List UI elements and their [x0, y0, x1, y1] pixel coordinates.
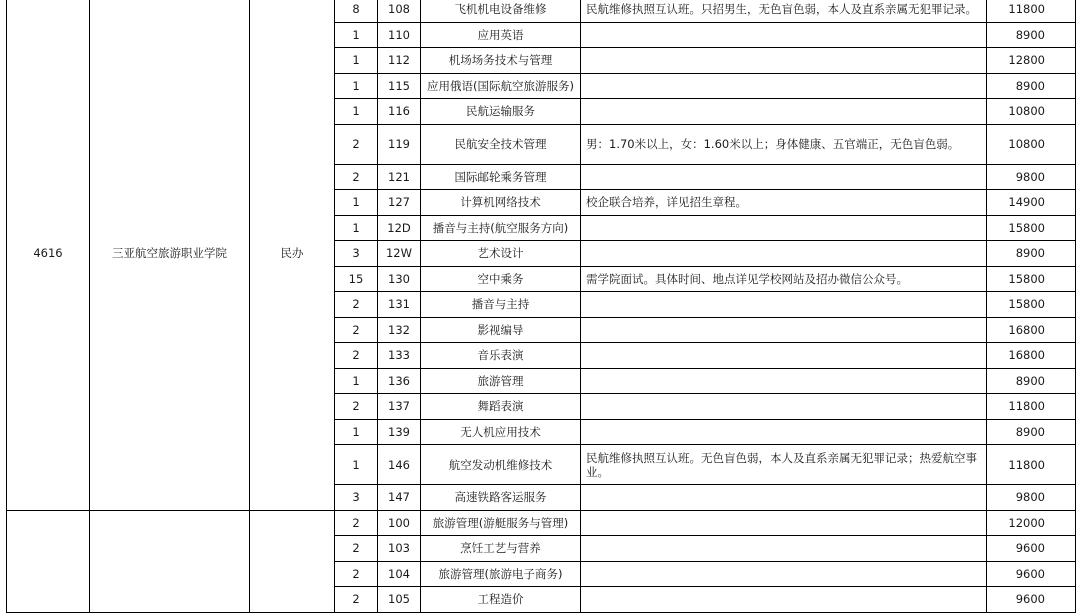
tuition-cell: 16800 — [987, 343, 1076, 369]
school-name-cell: 三亚航空旅游职业学院 — [90, 0, 250, 510]
tuition-cell: 12000 — [987, 510, 1076, 536]
tuition-cell: 15800 — [987, 215, 1076, 241]
plan-count-cell: 1 — [335, 445, 378, 485]
plan-count-cell: 8 — [335, 0, 378, 22]
plan-count-cell: 3 — [335, 241, 378, 267]
plan-count-cell: 2 — [335, 124, 378, 164]
major-name-cell: 飞机机电设备维修 — [421, 0, 581, 22]
tuition-cell: 9600 — [987, 587, 1076, 613]
admission-plan-table — [6, 0, 1076, 613]
major-code-cell: 108 — [378, 0, 421, 22]
major-name-cell: 播音与主持 — [421, 292, 581, 318]
tuition-cell: 8900 — [987, 73, 1076, 99]
major-code-cell: 119 — [378, 124, 421, 164]
plan-count-cell: 15 — [335, 266, 378, 292]
major-code-cell: 105 — [378, 587, 421, 613]
note-cell — [581, 536, 987, 562]
tuition-cell: 8900 — [987, 419, 1076, 445]
tuition-cell: 16800 — [987, 317, 1076, 343]
plan-count-cell: 3 — [335, 485, 378, 511]
note-cell — [581, 343, 987, 369]
major-name-cell: 国际邮轮乘务管理 — [421, 164, 581, 190]
note-cell — [581, 561, 987, 587]
major-code-cell: 139 — [378, 419, 421, 445]
plan-count-cell: 2 — [335, 561, 378, 587]
major-name-cell: 民航运输服务 — [421, 99, 581, 125]
major-code-cell: 116 — [378, 99, 421, 125]
major-code-cell: 12W — [378, 241, 421, 267]
tuition-cell: 8900 — [987, 368, 1076, 394]
major-code-cell: 112 — [378, 48, 421, 74]
school-type-cell: 民办 — [250, 0, 335, 510]
plan-count-cell: 1 — [335, 215, 378, 241]
plan-count-cell: 1 — [335, 22, 378, 48]
major-code-cell: 127 — [378, 190, 421, 216]
major-code-cell: 110 — [378, 22, 421, 48]
note-cell — [581, 510, 987, 536]
major-code-cell: 136 — [378, 368, 421, 394]
plan-count-cell: 2 — [335, 343, 378, 369]
major-code-cell: 100 — [378, 510, 421, 536]
note-cell — [581, 317, 987, 343]
note-cell: 民航维修执照互认班。只招男生，无色盲色弱，本人及直系亲属无犯罪记录。 — [581, 0, 987, 22]
tuition-cell: 9600 — [987, 561, 1076, 587]
major-name-cell: 空中乘务 — [421, 266, 581, 292]
major-name-cell: 无人机应用技术 — [421, 419, 581, 445]
major-code-cell: 133 — [378, 343, 421, 369]
note-cell — [581, 48, 987, 74]
plan-count-cell: 1 — [335, 368, 378, 394]
plan-count-cell: 2 — [335, 394, 378, 420]
major-code-cell: 103 — [378, 536, 421, 562]
tuition-cell: 11800 — [987, 0, 1076, 22]
tuition-cell: 10800 — [987, 124, 1076, 164]
major-name-cell: 舞蹈表演 — [421, 394, 581, 420]
plan-count-cell: 2 — [335, 292, 378, 318]
plan-count-cell: 2 — [335, 164, 378, 190]
tuition-cell: 11800 — [987, 445, 1076, 485]
plan-count-cell: 2 — [335, 317, 378, 343]
major-name-cell: 旅游管理(游艇服务与管理) — [421, 510, 581, 536]
school-type-cell — [250, 510, 335, 612]
major-code-cell: 12D — [378, 215, 421, 241]
major-code-cell: 146 — [378, 445, 421, 485]
major-name-cell: 高速铁路客运服务 — [421, 485, 581, 511]
note-cell: 男：1.70米以上，女：1.60米以上；身体健康、五官端正，无色盲色弱。 — [581, 124, 987, 164]
note-cell: 校企联合培养，详见招生章程。 — [581, 190, 987, 216]
major-name-cell: 应用英语 — [421, 22, 581, 48]
major-code-cell: 147 — [378, 485, 421, 511]
major-code-cell: 130 — [378, 266, 421, 292]
tuition-cell: 11800 — [987, 394, 1076, 420]
major-name-cell: 烹饪工艺与营养 — [421, 536, 581, 562]
note-cell — [581, 368, 987, 394]
note-cell — [581, 485, 987, 511]
school-code-cell — [7, 510, 90, 612]
major-name-cell: 计算机网络技术 — [421, 190, 581, 216]
major-name-cell: 应用俄语(国际航空旅游服务) — [421, 73, 581, 99]
major-code-cell: 131 — [378, 292, 421, 318]
school-name-cell — [90, 510, 250, 612]
major-code-cell: 115 — [378, 73, 421, 99]
note-cell — [581, 292, 987, 318]
note-cell — [581, 99, 987, 125]
major-name-cell: 影视编导 — [421, 317, 581, 343]
major-code-cell: 137 — [378, 394, 421, 420]
tuition-cell: 15800 — [987, 266, 1076, 292]
note-cell — [581, 587, 987, 613]
note-cell — [581, 215, 987, 241]
plan-count-cell: 2 — [335, 536, 378, 562]
table-row — [7, 0, 1076, 22]
tuition-cell: 9600 — [987, 536, 1076, 562]
note-cell: 民航维修执照互认班。无色盲色弱，本人及直系亲属无犯罪记录；热爱航空事业。 — [581, 445, 987, 485]
note-cell — [581, 73, 987, 99]
major-name-cell: 旅游管理 — [421, 368, 581, 394]
plan-count-cell: 2 — [335, 510, 378, 536]
note-cell — [581, 394, 987, 420]
plan-count-cell: 1 — [335, 73, 378, 99]
tuition-cell: 14900 — [987, 190, 1076, 216]
table-row — [7, 510, 1076, 536]
major-name-cell: 艺术设计 — [421, 241, 581, 267]
tuition-cell: 10800 — [987, 99, 1076, 125]
major-code-cell: 132 — [378, 317, 421, 343]
tuition-cell: 9800 — [987, 164, 1076, 190]
school-code-cell: 4616 — [7, 0, 90, 510]
major-name-cell: 机场场务技术与管理 — [421, 48, 581, 74]
tuition-cell: 8900 — [987, 241, 1076, 267]
major-code-cell: 121 — [378, 164, 421, 190]
major-name-cell: 民航安全技术管理 — [421, 124, 581, 164]
note-cell — [581, 419, 987, 445]
major-name-cell: 工程造价 — [421, 587, 581, 613]
note-cell — [581, 241, 987, 267]
note-cell: 需学院面试。具体时间、地点详见学校网站及招办微信公众号。 — [581, 266, 987, 292]
plan-count-cell: 2 — [335, 587, 378, 613]
tuition-cell: 9800 — [987, 485, 1076, 511]
major-name-cell: 音乐表演 — [421, 343, 581, 369]
tuition-cell: 15800 — [987, 292, 1076, 318]
plan-count-cell: 1 — [335, 99, 378, 125]
major-name-cell: 航空发动机维修技术 — [421, 445, 581, 485]
plan-count-cell: 1 — [335, 190, 378, 216]
note-cell — [581, 164, 987, 190]
note-cell — [581, 22, 987, 48]
tuition-cell: 12800 — [987, 48, 1076, 74]
major-code-cell: 104 — [378, 561, 421, 587]
major-name-cell: 播音与主持(航空服务方向) — [421, 215, 581, 241]
major-name-cell: 旅游管理(旅游电子商务) — [421, 561, 581, 587]
plan-count-cell: 1 — [335, 419, 378, 445]
tuition-cell: 8900 — [987, 22, 1076, 48]
plan-count-cell: 1 — [335, 48, 378, 74]
